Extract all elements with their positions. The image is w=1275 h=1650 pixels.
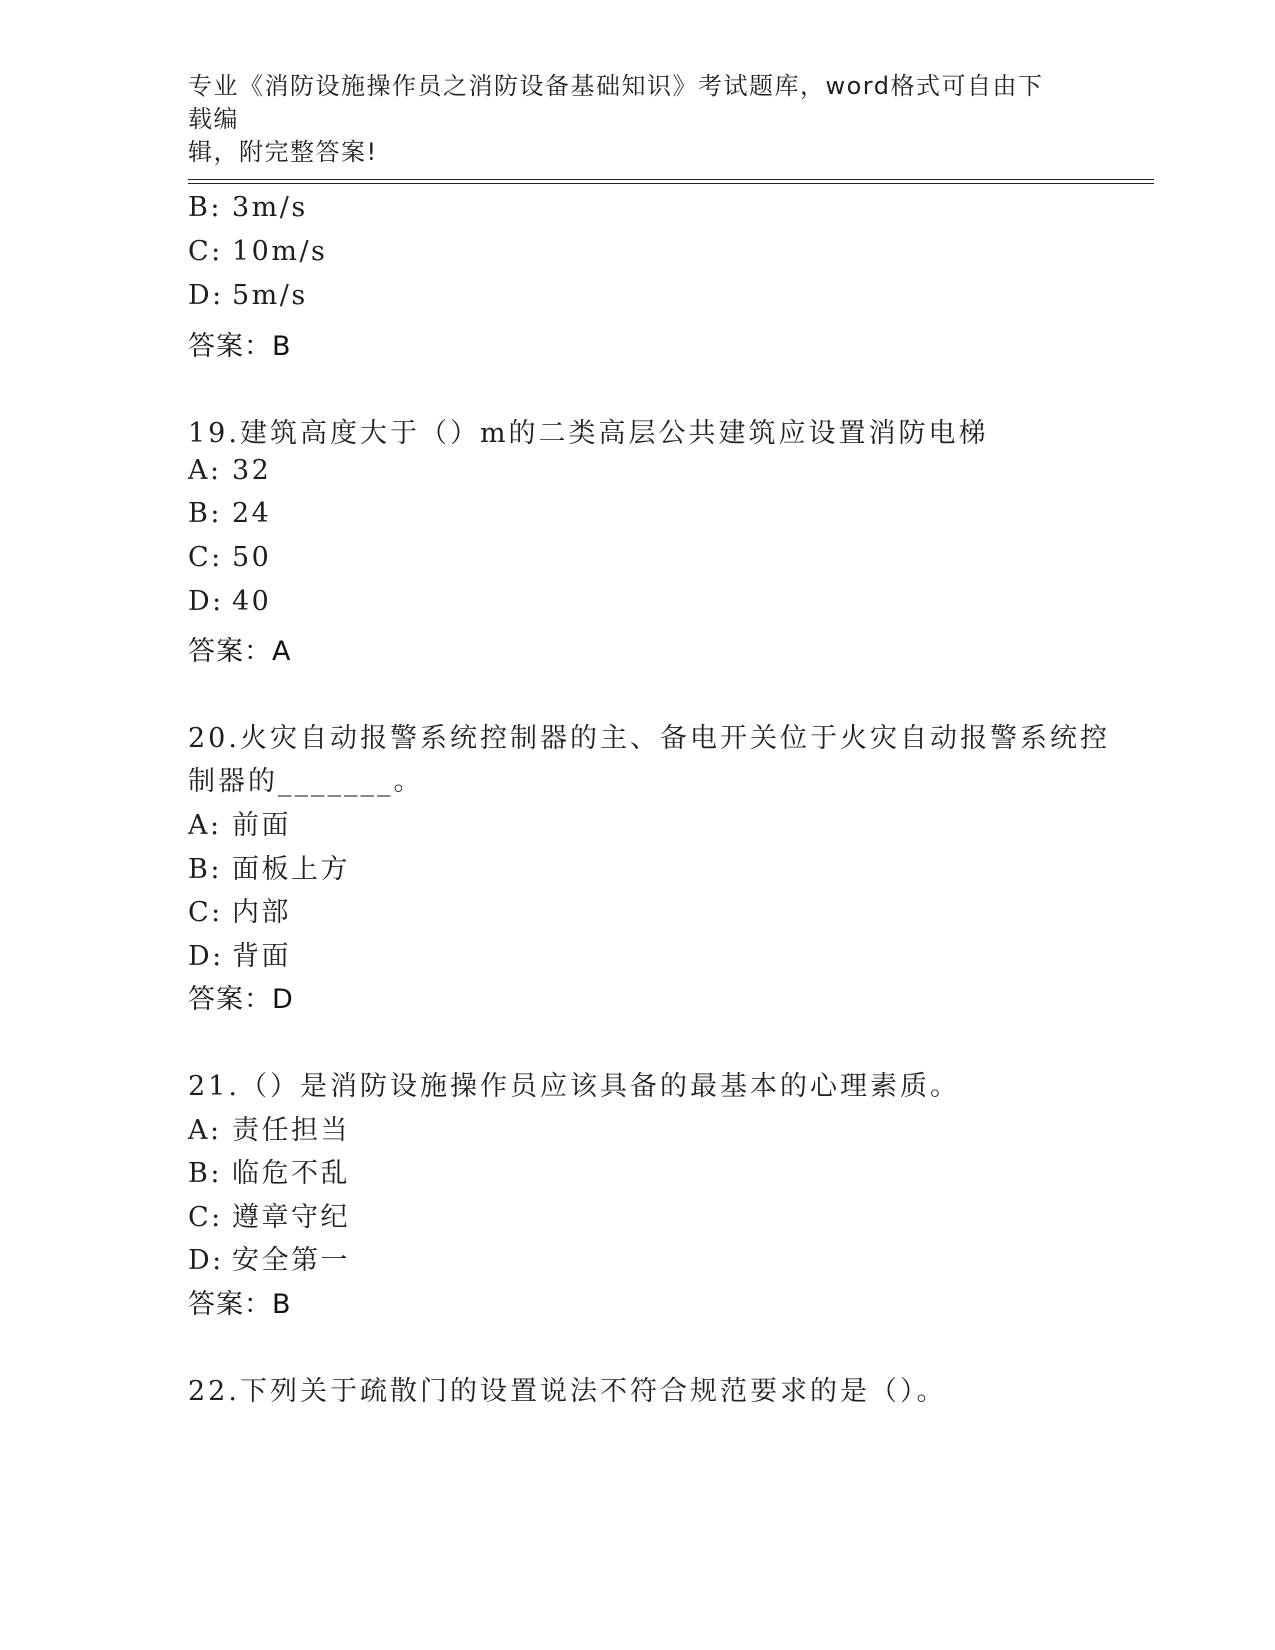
option-b [188, 1151, 350, 1190]
option-a [188, 803, 291, 842]
option-d [188, 280, 308, 311]
option-c [188, 542, 271, 573]
option-b [188, 498, 271, 529]
option-text: 5m/s [232, 280, 308, 311]
answer-line: 答案：A [188, 636, 292, 667]
option-label: A: [188, 810, 222, 841]
option-text: 遵章守纪 [232, 1202, 350, 1233]
option-label: B: [188, 192, 222, 223]
option-text: 背面 [232, 941, 291, 972]
option-c [188, 890, 291, 929]
option-label: B: [188, 854, 222, 885]
option-label: C: [188, 542, 223, 573]
question-20-text-line-1: 20.火灾自动报警系统控制器的主、备电开关位于火灾自动报警系统控 [188, 723, 1110, 754]
option-text: 安全第一 [232, 1245, 350, 1276]
option-label: D: [188, 1245, 224, 1276]
document-header [188, 70, 1068, 169]
answer-line: 答案：B [188, 331, 292, 362]
option-text: 面板上方 [232, 854, 350, 885]
header-line-2: 辑，附完整答案! [188, 138, 378, 166]
option-label: C: [188, 897, 223, 928]
option-label: B: [188, 1158, 222, 1189]
option-text: 40 [232, 586, 272, 617]
option-text: 临危不乱 [232, 1158, 350, 1189]
question-20-text-line-2: 制器的_______。 [188, 766, 424, 797]
option-label: B: [188, 498, 222, 529]
option-label: D: [188, 586, 224, 617]
header-divider-top [188, 179, 1154, 180]
option-c [188, 1195, 350, 1234]
option-d [188, 934, 291, 973]
answer-line: 答案：B [188, 1289, 292, 1320]
option-text: 10m/s [232, 236, 328, 267]
option-c [188, 236, 327, 267]
option-label: D: [188, 941, 224, 972]
option-d [188, 586, 271, 617]
header-line-1: 专业《消防设施操作员之消防设备基础知识》考试题库，word格式可自由下载编 [188, 72, 1044, 133]
option-text: 内部 [232, 897, 291, 928]
option-label: A: [188, 1115, 222, 1146]
option-a [188, 455, 271, 486]
option-text: 24 [232, 498, 272, 529]
question-21-text: 21.（）是消防设施操作员应该具备的最基本的心理素质。 [188, 1071, 960, 1102]
option-label: D: [188, 280, 224, 311]
option-label: C: [188, 1202, 223, 1233]
option-text: 3m/s [232, 192, 308, 223]
option-d [188, 1238, 350, 1277]
question-22-text: 22.下列关于疏散门的设置说法不符合规范要求的是（）。 [188, 1376, 947, 1407]
option-text: 责任担当 [232, 1115, 350, 1146]
option-label: A: [188, 455, 222, 486]
answer-line: 答案：D [188, 984, 294, 1015]
option-text: 前面 [232, 810, 291, 841]
option-label: C: [188, 236, 223, 267]
option-text: 32 [232, 455, 272, 486]
option-a [188, 1108, 350, 1147]
question-19-text: 19.建筑高度大于（）m的二类高层公共建筑应设置消防电梯 [188, 418, 989, 449]
header-divider-bottom [188, 183, 1154, 184]
option-b [188, 192, 308, 223]
option-text: 50 [232, 542, 272, 573]
option-b [188, 847, 350, 886]
